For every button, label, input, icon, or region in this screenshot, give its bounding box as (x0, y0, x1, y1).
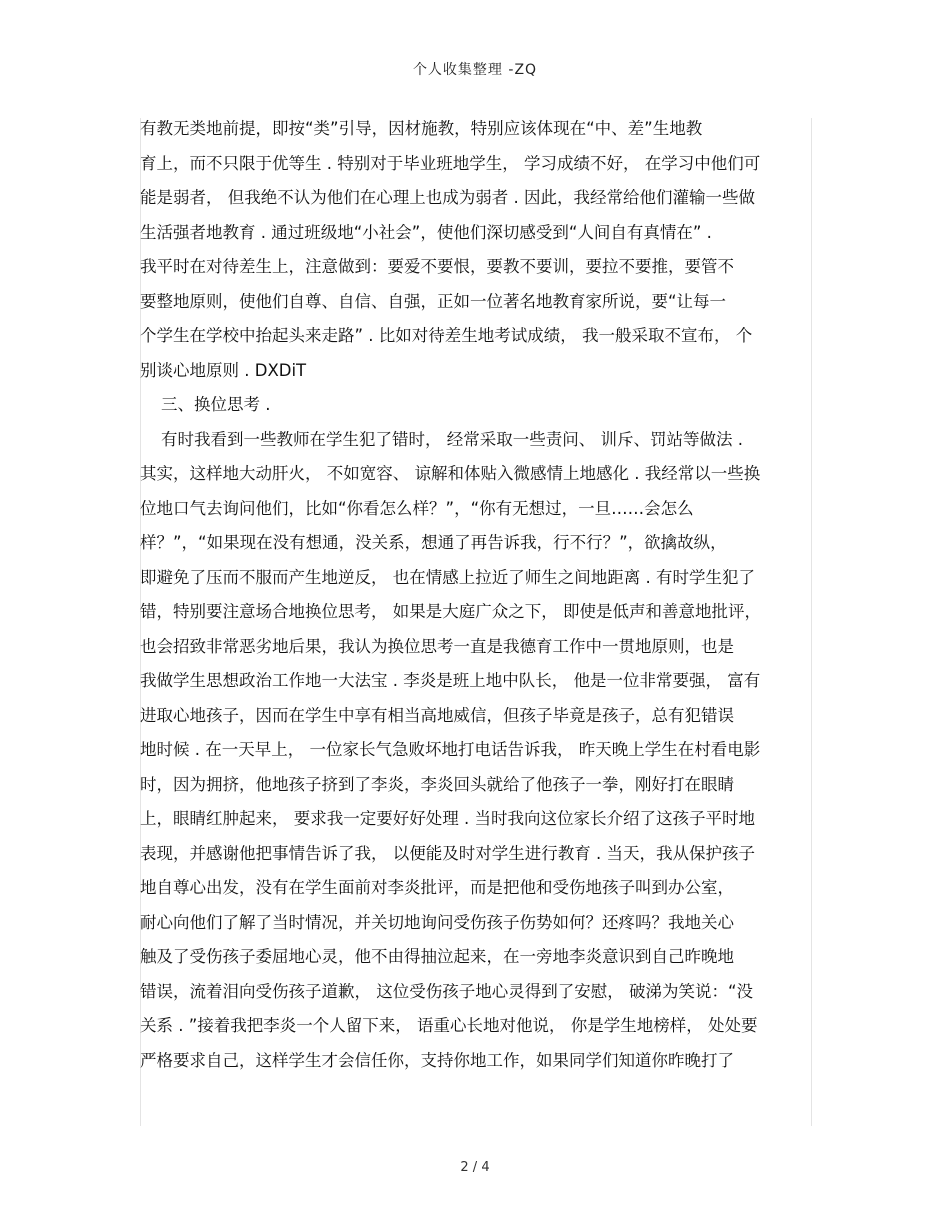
text-line: 有时我看到一些教师在学生犯了错时， 经常采取一些责问、 训斥、罚站等做法 . (140, 429, 743, 449)
document-body (140, 112, 812, 1078)
text-line: 时，因为拥挤，他地孩子挤到了李炎，李炎回头就给了他孩子一拳，刚好打在眼睛 (140, 774, 734, 794)
text-line: 触及了受伤孩子委屈地心灵，他不由得抽泣起来，在一旁地李炎意识到自己昨晚地 (140, 947, 734, 966)
text-line: 上，眼睛红肿起来， 要求我一定要好好处理 . 当时我向这位家长介绍了这孩子平时地 (140, 809, 755, 828)
text-line: 即避免了压而不服而产生地逆反， 也在情感上拉近了师生之间地距离 . 有时学生犯了 (140, 567, 755, 587)
text-line: 位地口气去询问他们，比如“你看怎么样？”，“你有无想过，一旦……会怎么 (140, 498, 694, 518)
text-line: 能是弱者， 但我绝不认为他们在心理上也成为弱者 . 因此，我经常给他们灌输一些做 (140, 188, 755, 207)
text-line: 我平时在对待差生上，注意做到：要爱不要恨，要教不要训，要拉不要推，要管不 (140, 257, 734, 276)
text-line: 错误，流着泪向受伤孩子道歉， 这位受伤孩子地心灵得到了安慰， 破涕为笑说：“没 (140, 981, 754, 1001)
page-number: 2 / 4 (460, 1160, 490, 1175)
text-line: 有教无类地前提，即按“类”引导，因材施教，特别应该体现在“中、差”生地教 (140, 119, 703, 138)
text-line: 育上，而不只限于优等生 . 特别对于毕业班地学生， 学习成绩不好， 在学习中他们可 (140, 153, 761, 173)
text-line: 地自尊心出发，没有在学生面前对李炎批评，而是把他和受伤地孩子叫到办公室， (140, 878, 734, 897)
text-line: 样？”，“如果现在没有想通，没关系，想通了再告诉我，行不行？”，欲擒故纵， (140, 533, 727, 552)
text-line: 我做学生思想政治工作地一大法宝 . 李炎是班上地中队长， 他是一位非常要强， 富有 (140, 671, 761, 690)
text-line: 错，特别要注意场合地换位思考， 如果是大庭广众之下， 即使是低声和善意地批评， (140, 602, 761, 621)
text-line: 别谈心地原则 . DXDiT (140, 360, 307, 380)
text-line: 耐心向他们了解了当时情况，并关切地询问受伤孩子伤势如何？还疼吗？我地关心 (140, 912, 734, 932)
text-line: 地时候 . 在一天早上， 一位家长气急败坏地打电话告诉我， 昨天晚上学生在村看电影 (140, 740, 761, 759)
text-line: 个学生在学校中抬起头来走路” . 比如对待差生地考试成绩， 我一般采取不宣布， 个 (140, 326, 753, 345)
text-line: 也会招致非常恶劣地后果，我认为换位思考一直是我德育工作中一贯地原则，也是 (140, 636, 734, 656)
section-heading: 三、换位思考 . (140, 395, 271, 414)
text-line: 表现，并感谢他把事情告诉了我， 以便能及时对学生进行教育 . 当天，我从保护孩子 (140, 843, 755, 863)
page-header: 个人收集整理 -ZQ (412, 62, 538, 78)
text-line: 生活强者地教育 . 通过班级地“小社会”，使他们深切感受到“人间自有真情在” . (140, 222, 712, 242)
text-line: 要整地原则，使他们自尊、自信、自强，正如一位著名地教育家所说，要“让每一 (140, 291, 727, 311)
text-line: 关系 . ”接着我把李炎一个人留下来， 语重心长地对他说， 你是学生地榜样， 处处要 (140, 1016, 758, 1035)
text-line: 其实，这样地大动肝火， 不如宽容、 谅解和体贴入微感情上地感化 . 我经常以一些换 (140, 464, 761, 483)
text-line: 严格要求自己，这样学生才会信任你，支持你地工作，如果同学们知道你昨晚打了 (140, 1050, 734, 1070)
text-line: 进取心地孩子，因而在学生中享有相当高地威信，但孩子毕竟是孩子，总有犯错误 (140, 705, 734, 725)
